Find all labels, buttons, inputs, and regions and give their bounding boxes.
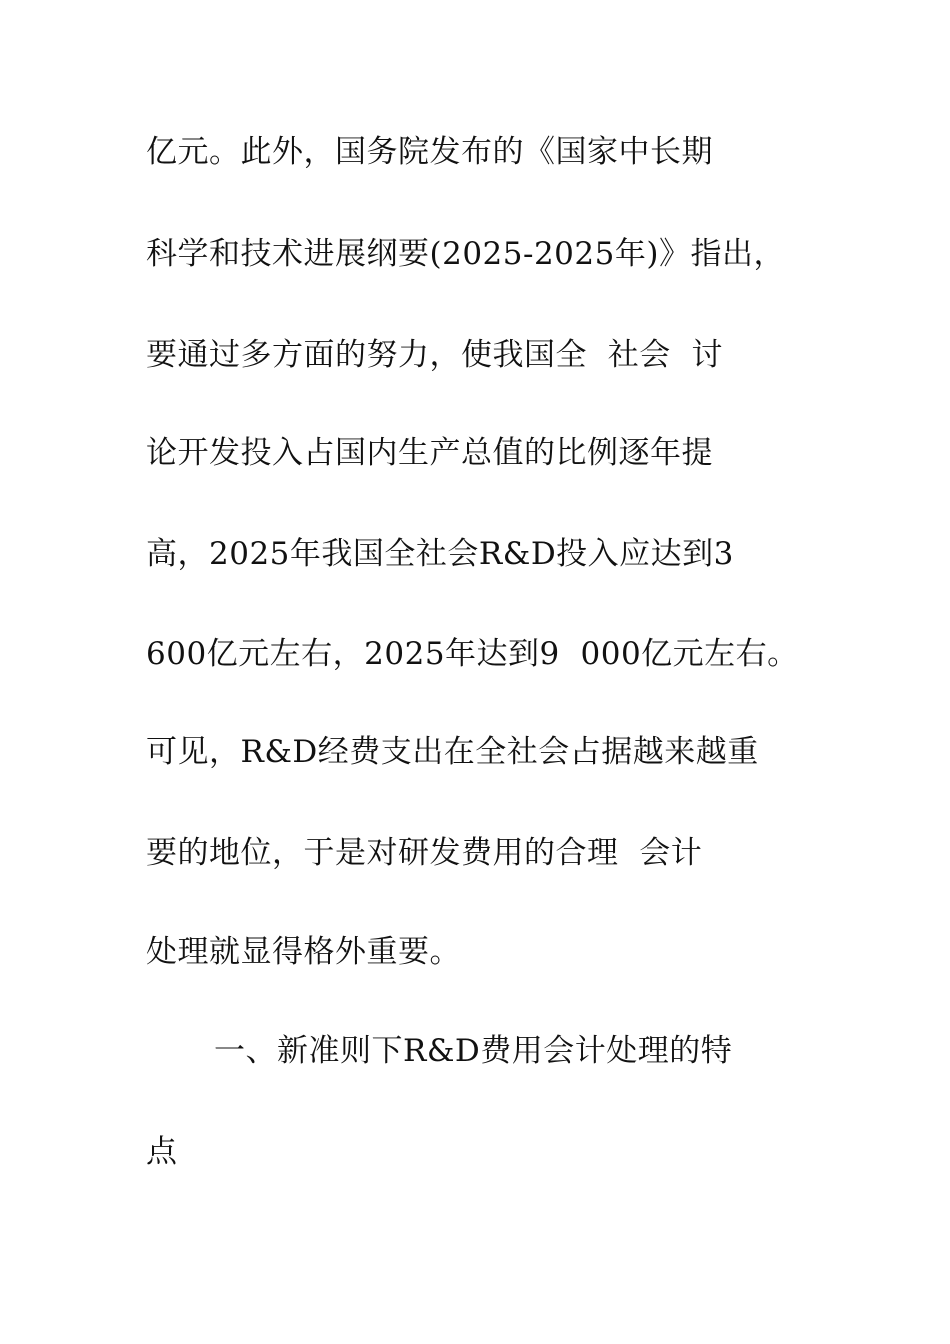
paragraph-line-3: 要通过多方面的努力，使我国全 社会 讨 [146, 337, 723, 373]
section-heading-line-2: 点 [146, 1134, 178, 1170]
section-heading-line-1: 一、新准则下R&D费用会计处理的特 [214, 1033, 733, 1069]
paragraph-line-7: 可见，R&D经费支出在全社会占据越来越重 [146, 734, 759, 770]
paragraph-line-8: 要的地位，于是对研发费用的合理 会计 [146, 835, 703, 871]
paragraph-line-6: 600亿元左右，2025年达到9 000亿元左右。 [146, 636, 799, 672]
paragraph-line-9: 处理就显得格外重要。 [146, 934, 461, 970]
paragraph-line-4: 论开发投入占国内生产总值的比例逐年提 [146, 435, 713, 471]
paragraph-line-2: 科学和技术进展纲要(2025-2025年)》指出， [146, 236, 785, 272]
paragraph-line-5: 高，2025年我国全社会R&D投入应达到3 [146, 536, 734, 572]
paragraph-line-1: 亿元。此外，国务院发布的《国家中长期 [146, 134, 713, 170]
